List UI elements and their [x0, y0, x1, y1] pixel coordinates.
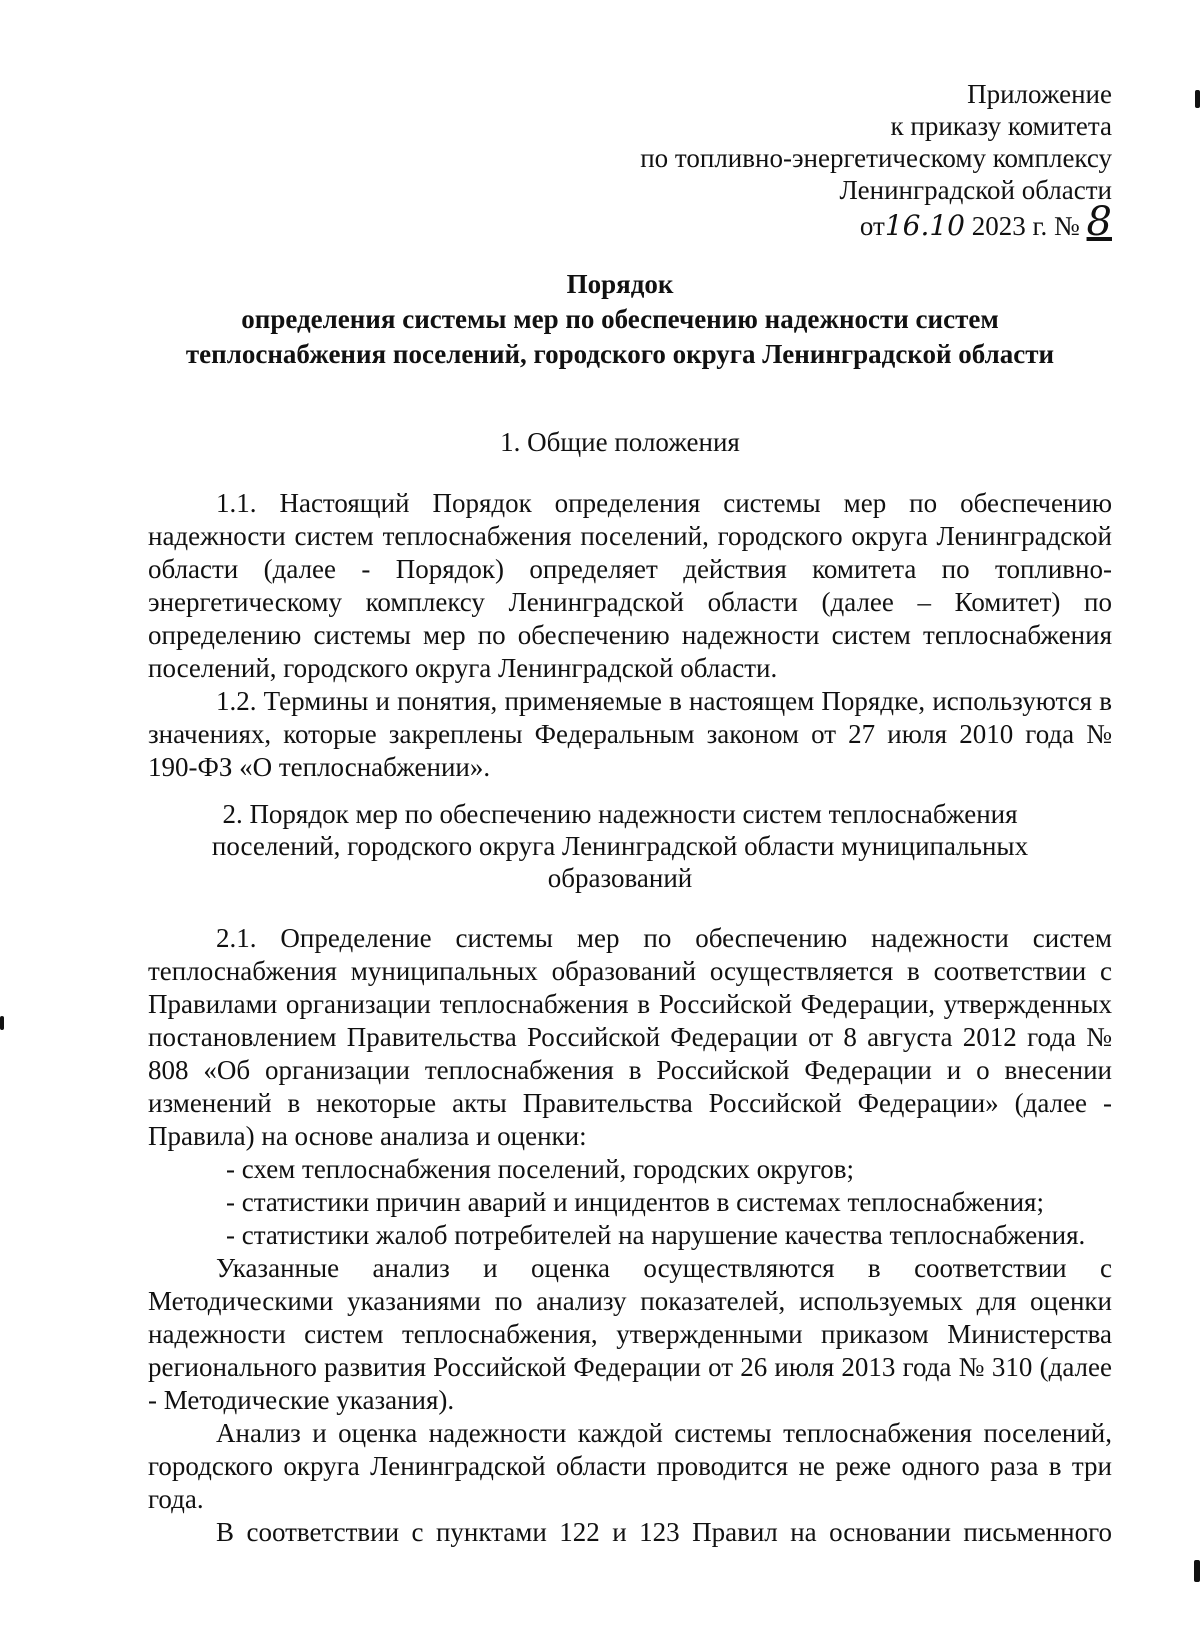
heading-line: поселений, городского округа Ленинградской области муниципальных [211, 831, 1029, 861]
paragraph-2-3: Анализ и оценка надежности каждой системы теплоснабжения поселений, городского округа Ленинградской области проводится не реже одного раза в три года. [148, 1418, 1112, 1514]
appendix-date-line [640, 199, 1112, 245]
section-2-heading [150, 798, 1090, 894]
handwritten-date: 16.10 [884, 209, 965, 242]
handwritten-number: 8 [1086, 199, 1112, 245]
heading-line: образований [547, 863, 693, 893]
appendix-block [640, 78, 1112, 245]
appendix-line: по топливно-энергетическому комплексу [640, 143, 1112, 173]
paragraph-2-2: Указанные анализ и оценка осуществляются в соответствии с Методическими указаниями по анализу показателей, используемых для оценки надежности систем теплоснабжения, утвержденными приказом Министерства регионального развития Российской Федерации от 26 июля 2013 года № 310 (далее - Методические указания). [148, 1253, 1112, 1415]
paragraph-2-1: 2.1. Определение системы мер по обеспечению надежности систем теплоснабжения муниципальных образований осуществляется в соответствии с Правилами организации теплоснабжения в Российской Федерации, утвержденных постановлением Правительства Российской Федерации от 8 августа 2012 года № 808 «Об организации теплоснабжения в Российской Федерации и о внесении изменений в некоторые акты Правительства Российской Федерации» (далее - Правила) на основе анализа и оценки: [148, 923, 1112, 1151]
document-title [150, 267, 1090, 372]
paragraph-1-1: 1.1. Настоящий Порядок определения системы мер по обеспечению надежности систем теплоснабжения поселений, городского округа Ленинградской области (далее - Порядок) определяет действия комитета по топливно-энергетическому комплексу Ленинградской области (далее – Комитет) по определению системы мер по обеспечению надежности систем теплоснабжения поселений, городского округа Ленинградской области. [148, 488, 1112, 683]
date-year: 2023 г. № [971, 211, 1080, 241]
title-line: определения системы мер по обеспечению надежности систем [241, 304, 999, 334]
section-2-body [148, 922, 1112, 1549]
title-line: Порядок [566, 269, 674, 299]
scan-mark [0, 1016, 4, 1030]
heading-line: 2. Порядок мер по обеспечению надежности систем теплоснабжения [222, 799, 1018, 829]
list-item: - статистики жалоб потребителей на нарушение качества теплоснабжения. [226, 1220, 1086, 1250]
title-line: теплоснабжения поселений, городского округа Ленинградской области [185, 339, 1055, 369]
scan-mark [1195, 90, 1200, 108]
scan-mark [1194, 1560, 1200, 1582]
appendix-line: Приложение [967, 79, 1112, 109]
list-item: - статистики причин аварий и инцидентов в системах теплоснабжения; [226, 1187, 1044, 1217]
paragraph-1-2: 1.2. Термины и понятия, применяемые в настоящем Порядке, используются в значениях, которые закреплены Федеральным законом от 27 июля 2010 года № 190-ФЗ «О теплоснабжении». [148, 686, 1112, 782]
paragraph-2-4: В соответствии с пунктами 122 и 123 Правил на основании письменного [216, 1517, 1112, 1547]
appendix-line: Ленинградской области [839, 175, 1112, 205]
section-1-heading: 1. Общие положения [500, 427, 740, 457]
list-item: - схем теплоснабжения поселений, городских округов; [226, 1154, 855, 1184]
section-1-body [148, 487, 1112, 784]
appendix-line: к приказу комитета [890, 111, 1112, 141]
date-prefix: от [859, 211, 885, 241]
